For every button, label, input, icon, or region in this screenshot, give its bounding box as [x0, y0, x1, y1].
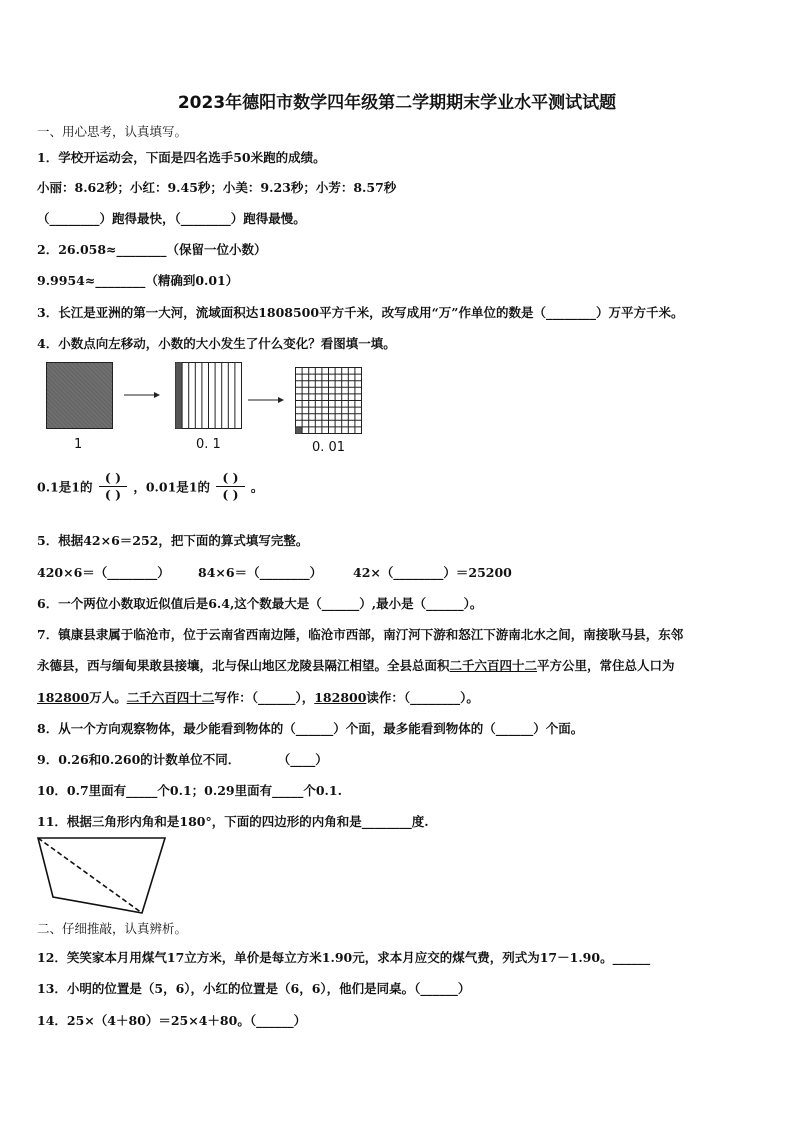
- answer-text-1: 0.1是1的: [37, 479, 93, 495]
- denominator-blank[interactable]: ( ): [104, 487, 121, 502]
- q7-text: 平方公里，常住总人口为: [537, 658, 675, 673]
- question-5-c: 42×（________）＝25200: [353, 565, 512, 580]
- question-6: 6．一个两位小数取近似值后是6.4,这个数最大是（______）,最小是（______）。: [37, 596, 483, 611]
- section-heading-1: 一、用心思考，认真填写。: [37, 124, 188, 139]
- question-13: 13．小明的位置是（5，6），小红的位置是（6，6），他们是同桌。（______）: [37, 981, 471, 996]
- question-5-b: 84×6＝（________）: [198, 565, 323, 580]
- answer-text-2: ，0.01是1的: [133, 479, 211, 495]
- q7-text: 永德县，西与缅甸果敢县接壤，北与保山地区龙陵县隔江相望。全县总面积: [37, 658, 450, 673]
- figure-unit-square: [46, 362, 113, 429]
- numerator-blank[interactable]: ( ): [216, 470, 244, 487]
- answer-text-3: 。: [250, 479, 264, 495]
- question-4-answer: [37, 470, 263, 503]
- question-7-line3: [37, 688, 479, 706]
- q7-text: 读作：（________）。: [366, 690, 479, 705]
- figure-label-2: 0. 1: [196, 437, 221, 452]
- question-3: 3．长江是亚洲的第一大河，流域面积达1808500平方千米，改写成用“万”作单位的数是（________）万平方千米。: [37, 305, 684, 320]
- question-9: 9．0.26和0.260的计数单位不同． （____）: [37, 752, 328, 767]
- q7-underlined-area: 二千六百四十二: [449, 658, 538, 673]
- arrow-icon: [124, 390, 160, 400]
- question-2-line1: 2．26.058≈________（保留一位小数）: [37, 242, 267, 257]
- question-14: 14．25×（4＋80）＝25×4＋80。（______）: [37, 1013, 307, 1028]
- figure-tenths: [175, 362, 243, 430]
- question-10: 10．0.7里面有_____个0.1；0.29里面有_____个0.1.: [37, 783, 342, 798]
- question-5-stem: 5．根据42×6＝252，把下面的算式填写完整。: [37, 533, 309, 548]
- q7-text: 写作：（______），: [214, 690, 315, 705]
- q7-underlined-population: 182800: [37, 690, 90, 705]
- section-heading-2: 二、仔细推敲，认真辨析。: [37, 921, 188, 936]
- question-1-stem: 1．学校开运动会，下面是四名选手50米跑的成绩。: [37, 150, 326, 165]
- question-4-stem: 4．小数点向左移动，小数的大小发生了什么变化？看图填一填。: [37, 336, 396, 351]
- question-11: 11．根据三角形内角和是180°，下面的四边形的内角和是________度.: [37, 814, 429, 829]
- figure-hundredths: [295, 367, 363, 435]
- fraction-blank-2[interactable]: [216, 470, 244, 503]
- question-1-answer: （________）跑得最快，（________）跑得最慢。: [37, 211, 306, 226]
- page-title: 2023年德阳市数学四年级第二学期期末学业水平测试试题: [177, 93, 617, 113]
- quadrilateral-figure: [36, 836, 168, 916]
- question-7-line1: 7．镇康县隶属于临沧市，位于云南省西南边陲，临沧市西部，南汀河下游和怒江下游南北水之间，南接耿马县，东邻: [37, 627, 684, 642]
- arrow-icon: [248, 395, 284, 405]
- numerator-blank[interactable]: ( ): [99, 470, 127, 487]
- question-7-line2: [37, 656, 675, 674]
- fraction-blank-1[interactable]: [99, 470, 127, 503]
- figure-label-3: 0. 01: [312, 440, 346, 455]
- question-2-line2: 9.9954≈________（精确到0.01）: [37, 273, 239, 288]
- q7-text: 万人。: [89, 690, 127, 705]
- question-1-data: 小丽：8.62秒；小红：9.45秒；小美：9.23秒；小芳：8.57秒: [37, 180, 397, 195]
- question-8: 8．从一个方向观察物体，最少能看到物体的（______）个面，最多能看到物体的（______）个面。: [37, 721, 584, 736]
- q7-underlined-area: 二千六百四十二: [126, 690, 215, 705]
- question-12: 12．笑笑家本月用煤气17立方米，单价是每立方米1.90元，求本月应交的煤气费，列式为17－1.90。______: [37, 950, 651, 965]
- figure-label-1: 1: [74, 437, 83, 452]
- q7-underlined-population: 182800: [314, 690, 367, 705]
- question-5-a: 420×6＝（________）: [37, 565, 170, 580]
- denominator-blank[interactable]: ( ): [222, 487, 239, 502]
